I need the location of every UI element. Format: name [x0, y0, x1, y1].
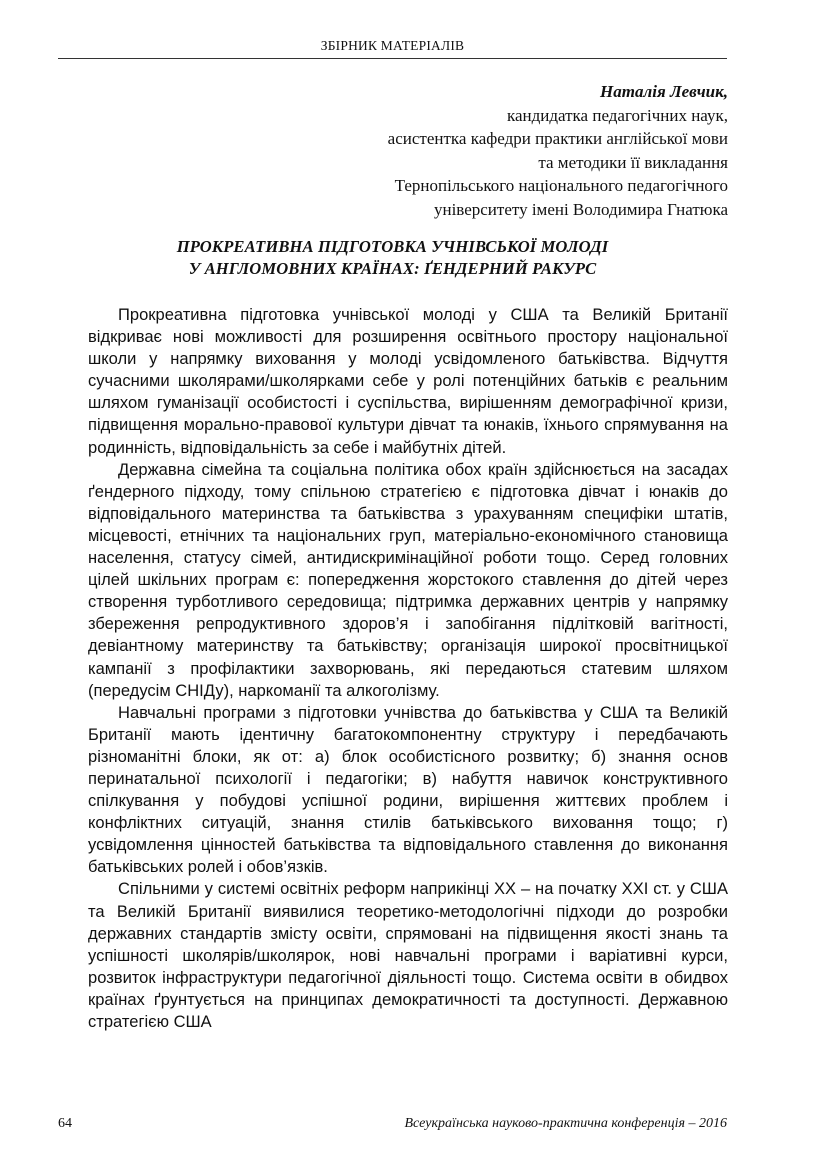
body-paragraph: Навчальні програми з підготовки учнівства до батьківства у США та Великій Британії мають ідентичну багатокомпонентну структуру і передбачають різноманітні блоки, як от: а) блок особистісного розвитку; б) знання основ перинатальної психології і педагогіки; в) набуття навичок конструктивного спілкування у побудові успішної родини, вирішення життєвих проблем і конфліктних ситуацій, знання стилів батьківського виховання тощо; г) усвідомлення цінностей батьківства та відповідального ставлення до виконання батьківських ролей і обов’язків.: [88, 702, 728, 877]
running-header: ЗБІРНИК МАТЕРІАЛІВ: [58, 38, 727, 59]
author-affiliation-line: університету імені Володимира Гнатюка: [433, 199, 728, 219]
body-paragraph: Спільними у системі освітніх реформ наприкінці ХХ – на початку ХХІ ст. у США та Великій Британії виявилися теоретико-методологічні підходи до розробки державних стандартів змісту освіти, спрямовані на підвищення якості знань та успішності школярів/школярок, нові навчальні програми і варіативні курси, розвиток інфраструктури педагогічної діяльності тощо. Система освіти в обидвох країнах ґрунтується на принципах демократичності та доступності. Державною стратегією США: [88, 879, 728, 1031]
author-affiliation-line: асистентка кафедри практики англійської мови: [387, 129, 728, 149]
author-block: [228, 80, 728, 222]
body-paragraph: Прокреативна підготовка учнівської молоді у США та Великій Британії відкриває нові можливості для розширення освітнього простору національної школи у напрямку виховання у молоді усвідомленого батьківства. Відчуття сучасними школярами/школярками себе у ролі потенційних батьків є реальним шляхом гуманізації особистості і суспільства, вирішенням демографічної кризи, підвищення морально-правової культури дівчат та юнаків, їхнього спрямування на родинність, відповідальність за себе і майбутніх дітей.: [88, 305, 728, 457]
author-name: Наталія Левчик,: [600, 82, 728, 101]
author-affiliation-line: та методики її викладання: [538, 152, 728, 172]
article-title-line: ПРОКРЕАТИВНА ПІДГОТОВКА УЧНІВСЬКОЇ МОЛОДІ: [176, 237, 609, 256]
page-number: 64: [58, 1116, 72, 1131]
article-title-line: У АНГЛОМОВНИХ КРАЇНАХ: ҐЕНДЕРНИЙ РАКУРС: [188, 259, 597, 278]
article-body: [88, 304, 728, 1033]
body-paragraph: Державна сімейна та соціальна політика обох країн здійснюється на засадах ґендерного підходу, тому спільною стратегією є підготовка дівчат і юнаків до відповідального материнства та батьківства з урахуванням специфіки штатів, місцевості, етнічних та національних груп, матеріально-економічного становища населення, статусу сімей, антидискримінаційної роботи тощо. Серед головних цілей шкільних програм є: попередження жорстокого ставлення до дітей через створення турботливого середовища; підтримка державних центрів у напрямку збереження репродуктивного здоров’я і запобігання підлітковій вагітності, девіантному материнству та батьківству; організація широкої просвітницької кампанії з профілактики захворювань, які передаються статевим шляхом (передусім СНІДу), наркоманії та алкоголізму.: [88, 459, 728, 700]
author-affiliation-line: кандидатка педагогічних наук,: [506, 105, 728, 125]
conference-name: Всеукраїнська науково-практична конференція – 2016: [404, 1116, 727, 1131]
article-title: [58, 236, 727, 280]
author-affiliation-line: Тернопільського національного педагогічного: [394, 176, 728, 196]
